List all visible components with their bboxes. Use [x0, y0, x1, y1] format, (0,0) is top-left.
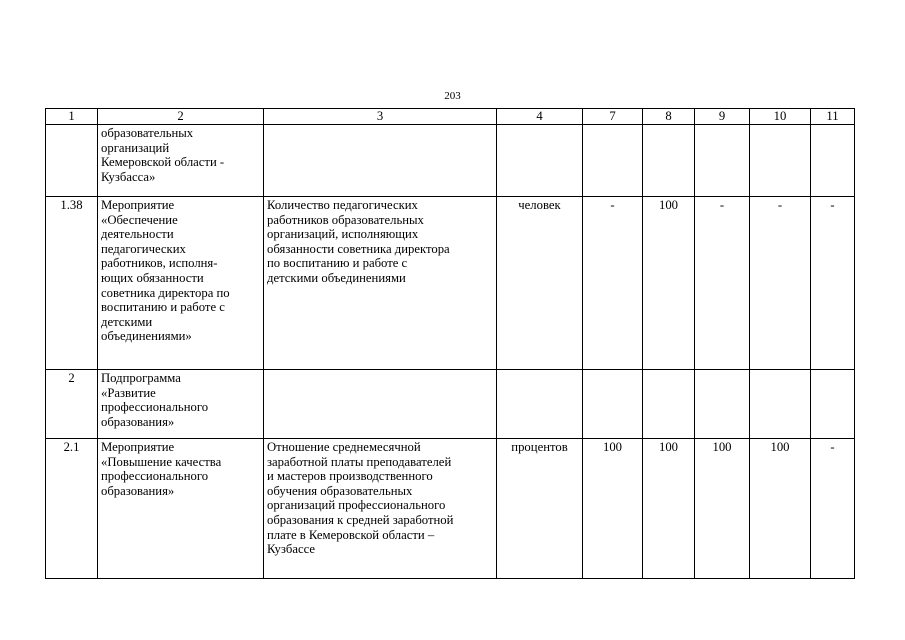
row-number: 2.1 — [46, 439, 98, 579]
measure-name: Подпрограмма «Развитие профессионального образования» — [98, 370, 264, 439]
header-cell: 7 — [583, 109, 643, 125]
indicator-name — [264, 370, 497, 439]
value-col-10 — [750, 125, 811, 197]
row-number: 1.38 — [46, 197, 98, 370]
header-cell: 10 — [750, 109, 811, 125]
value-col-9 — [695, 370, 750, 439]
table-row — [46, 439, 855, 579]
value-col-8: 100 — [643, 197, 695, 370]
value-col-9: - — [695, 197, 750, 370]
header-cell: 4 — [497, 109, 583, 125]
value-col-11 — [811, 125, 855, 197]
page-number: 203 — [444, 90, 461, 102]
value-col-9 — [695, 125, 750, 197]
value-col-9: 100 — [695, 439, 750, 579]
table-row — [46, 197, 855, 370]
value-col-10 — [750, 370, 811, 439]
measure-name: образовательных организаций Кемеровской области - Кузбасса» — [98, 125, 264, 197]
header-cell: 9 — [695, 109, 750, 125]
header-cell: 2 — [98, 109, 264, 125]
table-row — [46, 370, 855, 439]
unit-cell — [497, 370, 583, 439]
indicator-name — [264, 125, 497, 197]
table-header-row — [46, 109, 855, 125]
unit-cell — [497, 125, 583, 197]
value-col-11 — [811, 370, 855, 439]
header-cell: 3 — [264, 109, 497, 125]
value-col-8 — [643, 370, 695, 439]
measure-name: Мероприятие «Обеспечение деятельности педагогических работников, исполня- ющих обязанности советника директора по воспитанию и работе с детскими объединениями» — [98, 197, 264, 370]
value-col-11: - — [811, 439, 855, 579]
header-cell: 8 — [643, 109, 695, 125]
table-row — [46, 125, 855, 197]
value-col-7: 100 — [583, 439, 643, 579]
value-col-11: - — [811, 197, 855, 370]
row-number — [46, 125, 98, 197]
unit-cell: процентов — [497, 439, 583, 579]
value-col-7 — [583, 370, 643, 439]
header-cell: 1 — [46, 109, 98, 125]
unit-cell: человек — [497, 197, 583, 370]
measure-name: Мероприятие «Повышение качества профессионального образования» — [98, 439, 264, 579]
value-col-8 — [643, 125, 695, 197]
row-number: 2 — [46, 370, 98, 439]
value-col-8: 100 — [643, 439, 695, 579]
value-col-10: - — [750, 197, 811, 370]
indicator-name: Отношение среднемесячной заработной платы преподавателей и мастеров производственного обучения образовательных организаций профессионального образования к средней заработной плате в Кемеровской области – Кузбассе — [264, 439, 497, 579]
indicators-table — [45, 108, 855, 579]
value-col-10: 100 — [750, 439, 811, 579]
header-cell: 11 — [811, 109, 855, 125]
value-col-7 — [583, 125, 643, 197]
indicator-name: Количество педагогических работников образовательных организаций, исполняющих обязанности советника директора по воспитанию и работе с детскими объединениями — [264, 197, 497, 370]
value-col-7: - — [583, 197, 643, 370]
